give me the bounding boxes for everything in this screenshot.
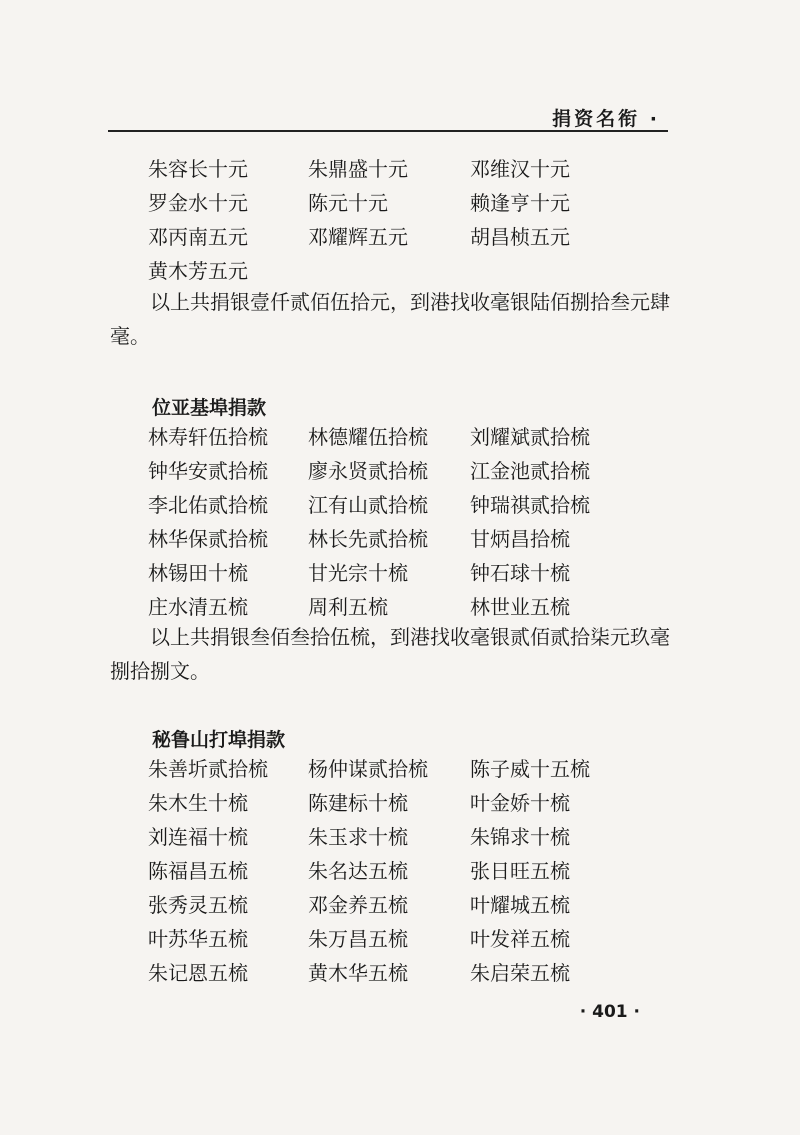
donor-name: 邓金养五梳	[308, 893, 408, 917]
donor-name: 林长先贰拾梳	[308, 527, 428, 551]
donor-name: 朱木生十梳	[148, 791, 248, 815]
donor-name: 叶金娇十梳	[470, 791, 570, 815]
donor-name: 朱万昌五梳	[308, 927, 408, 951]
donor-name: 甘炳昌拾梳	[470, 527, 570, 551]
summary-paragraph-2: 以上共捐银叁佰叁拾伍梳，到港找收毫银贰佰贰拾柒元玖毫捌拾捌文。	[110, 625, 670, 683]
donor-name: 黄木华五梳	[308, 961, 408, 985]
donor-name: 朱容长十元	[148, 157, 248, 181]
donor-list-2	[148, 420, 630, 624]
donor-name: 钟石球十梳	[470, 561, 570, 585]
donor-name: 林德耀伍拾梳	[308, 425, 428, 449]
donor-name: 朱鼎盛十元	[308, 157, 408, 181]
donor-name: 陈建标十梳	[308, 791, 408, 815]
donor-name: 江有山贰拾梳	[308, 493, 428, 517]
donor-name: 朱善圻贰拾梳	[148, 757, 268, 781]
donor-name: 朱记恩五梳	[148, 961, 248, 985]
donor-name: 朱名达五梳	[308, 859, 408, 883]
section-title-2: 秘鲁山打埠捐款	[152, 729, 286, 751]
header-rule	[108, 130, 668, 132]
donor-name: 陈元十元	[308, 191, 388, 215]
donor-name: 黄木芳五元	[148, 259, 248, 283]
donor-name: 赖逢亨十元	[470, 191, 570, 215]
donor-name: 江金池贰拾梳	[470, 459, 590, 483]
donor-name: 罗金水十元	[148, 191, 248, 215]
donor-name: 刘连福十梳	[148, 825, 248, 849]
page-number: · 401 ·	[579, 1002, 640, 1022]
donor-name: 廖永贤贰拾梳	[308, 459, 428, 483]
donor-name: 朱锦求十梳	[470, 825, 570, 849]
donor-name: 陈福昌五梳	[148, 859, 248, 883]
donor-name: 庄水清五梳	[148, 595, 248, 619]
donor-name: 张秀灵五梳	[148, 893, 248, 917]
donor-name: 胡昌桢五元	[470, 225, 570, 249]
donor-name: 李北佑贰拾梳	[148, 493, 268, 517]
donor-name: 钟华安贰拾梳	[148, 459, 268, 483]
donor-name: 朱启荣五梳	[470, 961, 570, 985]
donor-name: 甘光宗十梳	[308, 561, 408, 585]
donor-name: 邓维汉十元	[470, 157, 570, 181]
donor-name: 叶发祥五梳	[470, 927, 570, 951]
donor-name: 陈子威十五梳	[470, 757, 590, 781]
donor-name: 邓耀辉五元	[308, 225, 408, 249]
donor-name: 周利五梳	[308, 595, 388, 619]
section-title-1: 位亚基埠捐款	[152, 397, 267, 419]
donor-name: 叶苏华五梳	[148, 927, 248, 951]
donor-name: 钟瑞祺贰拾梳	[470, 493, 590, 517]
running-head: 捐资名衔 ·	[552, 108, 660, 130]
donor-list-1	[148, 152, 630, 288]
donor-name: 叶耀城五梳	[470, 893, 570, 917]
summary-paragraph-1: 以上共捐银壹仟贰佰伍拾元，到港找收毫银陆佰捌拾叁元肆毫。	[110, 290, 670, 348]
donor-name: 刘耀斌贰拾梳	[470, 425, 590, 449]
donor-list-3	[148, 752, 630, 990]
donor-name: 林华保贰拾梳	[148, 527, 268, 551]
donor-name: 杨仲谋贰拾梳	[308, 757, 428, 781]
donor-name: 朱玉求十梳	[308, 825, 408, 849]
donor-name: 张日旺五梳	[470, 859, 570, 883]
donor-name: 林寿轩伍拾梳	[148, 425, 268, 449]
donor-name: 林世业五梳	[470, 595, 570, 619]
donor-name: 林锡田十梳	[148, 561, 248, 585]
donor-name: 邓丙南五元	[148, 225, 248, 249]
